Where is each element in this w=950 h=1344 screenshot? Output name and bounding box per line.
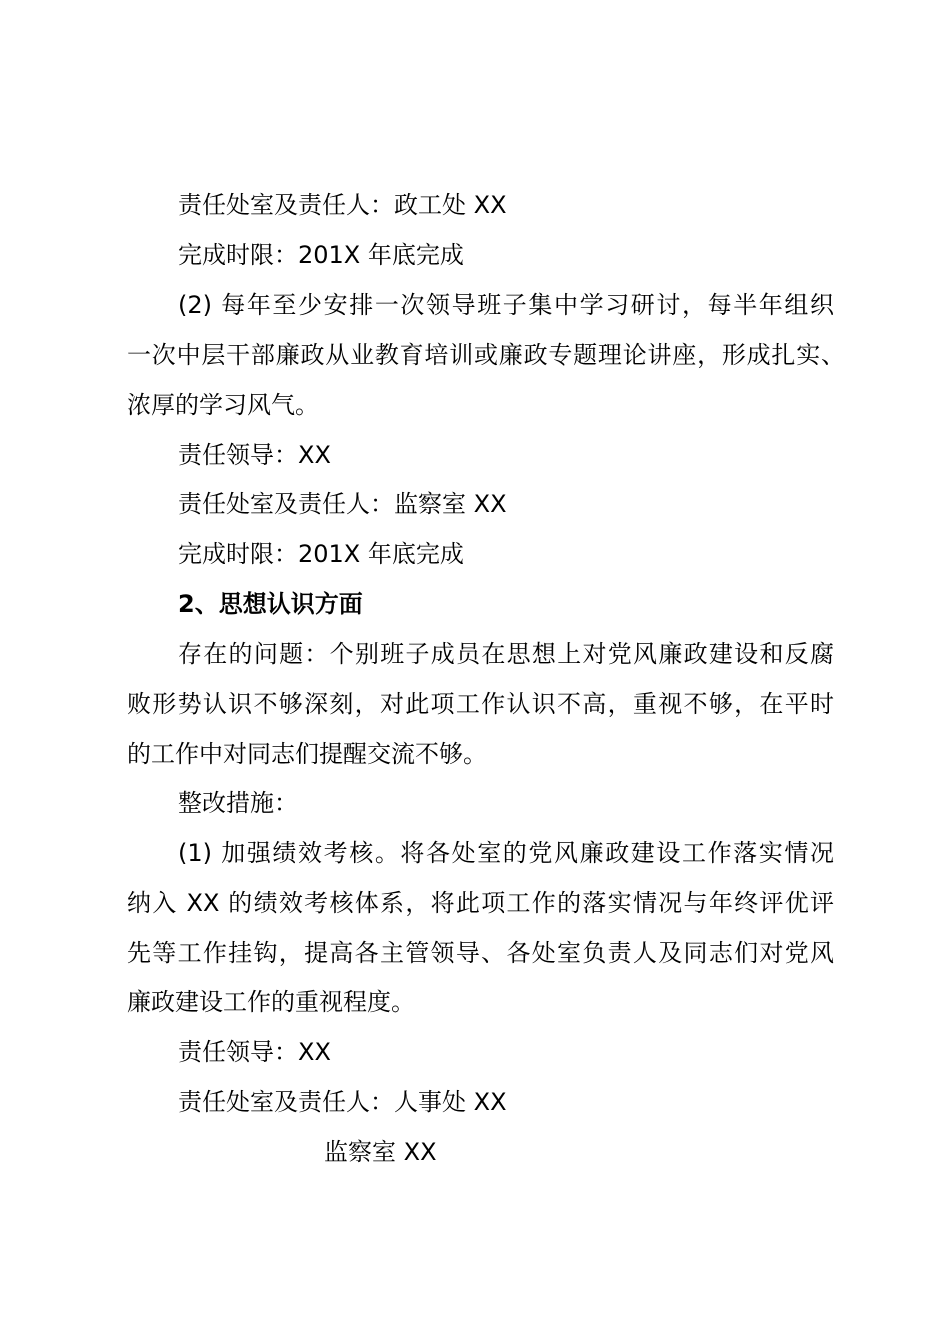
section-heading: 2、思想认识方面 [178, 590, 363, 618]
responsible-dept-line: 责任处室及责任人：监察室 XX [178, 490, 507, 518]
responsible-dept-line: 责任处室及责任人：政工处 XX [178, 191, 507, 219]
measures-heading: 整改措施： [178, 789, 298, 817]
responsible-leader-line: 责任领导：XX [178, 441, 331, 469]
responsible-leader-line: 责任领导：XX [178, 1038, 331, 1066]
deadline-line: 完成时限：201X 年底完成 [178, 241, 464, 269]
measure-2-line-3: 浓厚的学习风气。 [127, 391, 319, 419]
measure-1-line-3: 先等工作挂钩，提高各主管领导、各处室负责人及同志们对党风 [127, 939, 834, 967]
measure-2-line-2: 一次中层干部廉政从业教育培训或廉政专题理论讲座，形成扎实、 [127, 341, 845, 369]
measure-2-line-1: (2) 每年至少安排一次领导班子集中学习研讨，每半年组织 [178, 291, 834, 319]
measure-1-line-2: 纳入 XX 的绩效考核体系，将此项工作的落实情况与年终评优评 [127, 889, 834, 917]
measure-1-line-4: 廉政建设工作的重视程度。 [127, 988, 415, 1016]
problem-line-2: 败形势认识不够深刻，对此项工作认识不高，重视不够，在平时 [127, 690, 834, 718]
problem-line-3: 的工作中对同志们提醒交流不够。 [127, 740, 487, 768]
problem-line-1: 存在的问题：个别班子成员在思想上对党风廉政建设和反腐 [178, 640, 834, 668]
responsible-dept-line-continued: 监察室 XX [324, 1138, 437, 1166]
deadline-line: 完成时限：201X 年底完成 [178, 540, 464, 568]
responsible-dept-line: 责任处室及责任人：人事处 XX [178, 1088, 507, 1116]
measure-1-line-1: (1) 加强绩效考核。将各处室的党风廉政建设工作落实情况 [178, 839, 834, 867]
